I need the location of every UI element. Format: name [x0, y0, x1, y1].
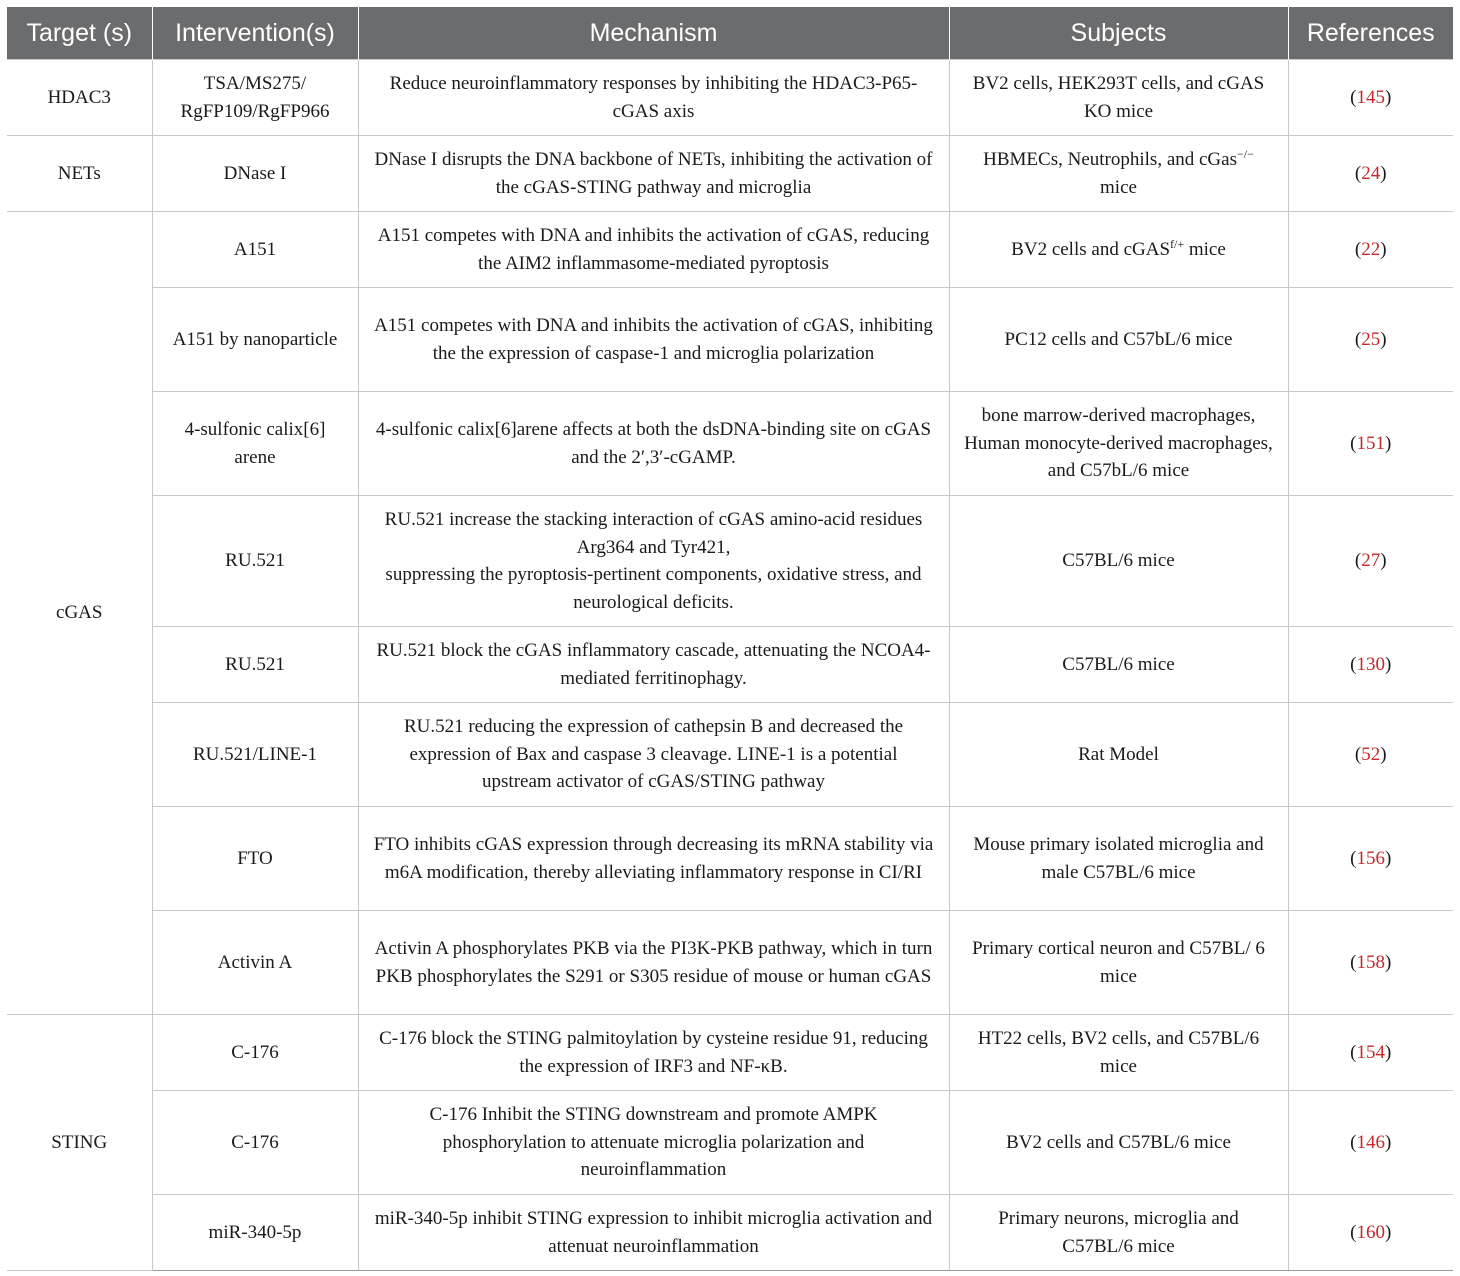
- mechanism-cell: RU.521 block the cGAS inflammatory cascade, attenuating the NCOA4-mediated ferritinophagy.: [358, 627, 949, 703]
- table-row: [7, 1015, 1453, 1091]
- reference-cell: (52): [1288, 703, 1453, 807]
- subjects-text-suffix: mice: [1184, 238, 1226, 260]
- intervention-cell: FTO: [152, 807, 358, 911]
- reference-link[interactable]: 145: [1356, 86, 1385, 108]
- col-header-intervention: Intervention(s): [152, 7, 358, 60]
- intervention-cell: RU.521: [152, 496, 358, 627]
- table-row: [7, 1195, 1453, 1271]
- reference-link[interactable]: 156: [1356, 847, 1385, 869]
- reference-link[interactable]: 52: [1361, 743, 1381, 765]
- reference-cell: (145): [1288, 60, 1453, 136]
- reference-link[interactable]: 130: [1356, 653, 1385, 675]
- mechanism-cell: miR-340-5p inhibit STING expression to inhibit microglia activation and attenuat neuroinflammation: [358, 1195, 949, 1271]
- reference-link[interactable]: 158: [1356, 951, 1385, 973]
- reference-cell: (154): [1288, 1015, 1453, 1091]
- intervention-cell: RU.521/LINE-1: [152, 703, 358, 807]
- table-row: [7, 807, 1453, 911]
- reference-cell: (160): [1288, 1195, 1453, 1271]
- table-row: [7, 911, 1453, 1015]
- subjects-superscript: f/+: [1170, 236, 1185, 251]
- target-cell: STING: [7, 1015, 152, 1271]
- intervention-cell: C-176: [152, 1091, 358, 1195]
- table-row: [7, 703, 1453, 807]
- reference-cell: (27): [1288, 496, 1453, 627]
- mechanism-cell: C-176 block the STING palmitoylation by cysteine residue 91, reducing the expression of IRF3 and NF-κB.: [358, 1015, 949, 1091]
- subjects-cell: Rat Model: [949, 703, 1288, 807]
- subjects-cell: C57BL/6 mice: [949, 627, 1288, 703]
- target-cell: cGAS: [7, 212, 152, 1015]
- mechanism-cell: FTO inhibits cGAS expression through decreasing its mRNA stability via m6A modification, thereby alleviating inflammatory response in CI/RI: [358, 807, 949, 911]
- subjects-cell: PC12 cells and C57bL/6 mice: [949, 288, 1288, 392]
- reference-cell: (146): [1288, 1091, 1453, 1195]
- table-row: [7, 627, 1453, 703]
- intervention-cell: miR-340-5p: [152, 1195, 358, 1271]
- intervention-cell: TSA/MS275/ RgFP109/RgFP966: [152, 60, 358, 136]
- reference-cell: (24): [1288, 136, 1453, 212]
- subjects-cell: C57BL/6 mice: [949, 496, 1288, 627]
- header-row: [7, 7, 1453, 60]
- subjects-text: BV2 cells and cGAS: [1011, 238, 1171, 260]
- reference-cell: (156): [1288, 807, 1453, 911]
- reference-cell: (25): [1288, 288, 1453, 392]
- reference-link[interactable]: 160: [1356, 1221, 1385, 1243]
- mechanism-cell: A151 competes with DNA and inhibits the activation of cGAS, inhibiting the the expression of caspase-1 and microglia polarization: [358, 288, 949, 392]
- subjects-cell: Primary cortical neuron and C57BL/ 6 mice: [949, 911, 1288, 1015]
- table-row: [7, 392, 1453, 496]
- reference-link[interactable]: 146: [1356, 1131, 1385, 1153]
- subjects-cell: Primary neurons, microglia and C57BL/6 mice: [949, 1195, 1288, 1271]
- subjects-superscript: −/−: [1236, 147, 1254, 161]
- intervention-cell: C-176: [152, 1015, 358, 1091]
- mechanism-line: suppressing the pyroptosis-pertinent components, oxidative stress, and neurological deficits.: [385, 564, 922, 613]
- col-header-target: Target (s): [7, 7, 152, 60]
- mechanism-cell: A151 competes with DNA and inhibits the activation of cGAS, reducing the AIM2 inflammasome-mediated pyroptosis: [358, 212, 949, 288]
- table-row: [7, 212, 1453, 288]
- subjects-cell: [949, 136, 1288, 212]
- col-header-mechanism: Mechanism: [358, 7, 949, 60]
- target-cell: HDAC3: [7, 60, 152, 136]
- reference-cell: (151): [1288, 392, 1453, 496]
- table-row: [7, 288, 1453, 392]
- subjects-cell: BV2 cells, HEK293T cells, and cGAS KO mice: [949, 60, 1288, 136]
- mechanism-cell: RU.521 reducing the expression of cathepsin B and decreased the expression of Bax and caspase 3 cleavage. LINE-1 is a potential upstream activator of cGAS/STING pathway: [358, 703, 949, 807]
- subjects-cell: Mouse primary isolated microglia and male C57BL/6 mice: [949, 807, 1288, 911]
- reference-link[interactable]: 24: [1361, 162, 1381, 184]
- intervention-cell: 4-sulfonic calix[6] arene: [152, 392, 358, 496]
- reference-cell: (158): [1288, 911, 1453, 1015]
- intervention-cell: RU.521: [152, 627, 358, 703]
- reference-link[interactable]: 22: [1361, 238, 1381, 260]
- intervention-cell: Activin A: [152, 911, 358, 1015]
- subjects-cell: HT22 cells, BV2 cells, and C57BL/6 mice: [949, 1015, 1288, 1091]
- subjects-text: HBMECs, Neutrophils, and cGas: [983, 149, 1237, 170]
- reference-link[interactable]: 154: [1356, 1041, 1385, 1063]
- target-cell: NETs: [7, 136, 152, 212]
- mechanism-cell: C-176 Inhibit the STING downstream and promote AMPK phosphorylation to attenuate microglia polarization and neuroinflammation: [358, 1091, 949, 1195]
- reference-link[interactable]: 151: [1356, 432, 1385, 454]
- reference-link[interactable]: 27: [1361, 550, 1381, 572]
- intervention-cell: A151: [152, 212, 358, 288]
- table-row: [7, 60, 1453, 136]
- mechanism-cell: Activin A phosphorylates PKB via the PI3K-PKB pathway, which in turn PKB phosphorylates the S291 or S305 residue of mouse or human cGAS: [358, 911, 949, 1015]
- mechanism-cell: DNase I disrupts the DNA backbone of NETs, inhibiting the activation of the cGAS-STING pathway and microglia: [358, 136, 949, 212]
- col-header-references: References: [1288, 7, 1453, 60]
- subjects-cell: [949, 212, 1288, 288]
- subjects-cell: BV2 cells and C57BL/6 mice: [949, 1091, 1288, 1195]
- table-row: [7, 1091, 1453, 1195]
- intervention-cell: DNase I: [152, 136, 358, 212]
- table-row: [7, 496, 1453, 627]
- mechanism-line: RU.521 increase the stacking interaction of cGAS amino-acid residues Arg364 and Tyr421,: [384, 509, 923, 558]
- reference-cell: (130): [1288, 627, 1453, 703]
- reference-link[interactable]: 25: [1361, 328, 1381, 350]
- intervention-table: [7, 7, 1453, 1271]
- reference-cell: (22): [1288, 212, 1453, 288]
- mechanism-cell: 4-sulfonic calix[6]arene affects at both the dsDNA-binding site on cGAS and the 2′,3′-cGAMP.: [358, 392, 949, 496]
- subjects-cell: bone marrow-derived macrophages, Human monocyte-derived macrophages, and C57bL/6 mice: [949, 392, 1288, 496]
- mechanism-cell: Reduce neuroinflammatory responses by inhibiting the HDAC3-P65-cGAS axis: [358, 60, 949, 136]
- subjects-text-suffix: mice: [1100, 176, 1137, 198]
- mechanism-cell: [358, 496, 949, 627]
- intervention-cell: A151 by nanoparticle: [152, 288, 358, 392]
- col-header-subjects: Subjects: [949, 7, 1288, 60]
- table-row: [7, 136, 1453, 212]
